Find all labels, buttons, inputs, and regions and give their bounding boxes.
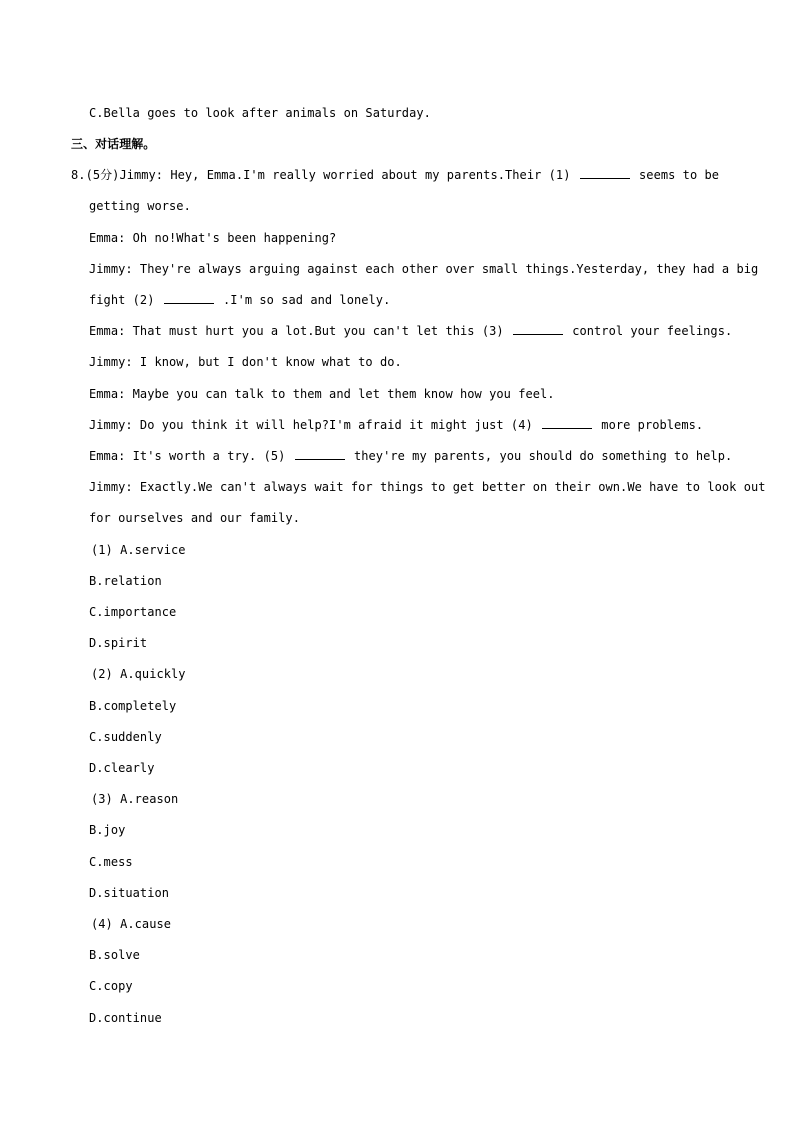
- section-title: 三、对话理解。: [71, 137, 156, 151]
- sub-question-2-option-a[interactable]: [91, 666, 186, 682]
- dialogue-line: [89, 292, 390, 308]
- sub-question-2-option-b[interactable]: B.completely: [89, 699, 177, 713]
- sub-question-label: (2): [91, 667, 113, 681]
- dialogue-line: Jimmy: I know, but I don't know what to do.: [89, 355, 402, 369]
- option-text: A.service: [120, 543, 186, 557]
- dialogue-line: Jimmy: They're always arguing against each other over small things.Yesterday, they had a big: [89, 262, 759, 276]
- sub-question-1-option-d[interactable]: D.spirit: [89, 636, 148, 650]
- dialogue-text: they're my parents, you should do something to help.: [346, 449, 733, 463]
- sub-question-label: (4): [91, 917, 113, 931]
- answer-blank-5[interactable]: [295, 448, 345, 460]
- dialogue-text: Jimmy: Do you think it will help?I'm afraid it might just (4): [89, 418, 541, 432]
- dialogue-line: getting worse.: [89, 199, 191, 213]
- dialogue-line: Emma: Oh no!What's been happening?: [89, 231, 337, 245]
- dialogue-line: [89, 448, 732, 464]
- sub-question-2-option-c[interactable]: C.suddenly: [89, 730, 162, 744]
- dialogue-text: Jimmy: Hey, Emma.I'm really worried about my parents.Their (1): [119, 168, 578, 182]
- dialogue-text: fight (2): [89, 293, 162, 307]
- sub-question-label: (1): [91, 543, 113, 557]
- answer-blank-1[interactable]: [580, 167, 630, 179]
- dialogue-text: Emma: It's worth a try. (5): [89, 449, 293, 463]
- dialogue-line: [89, 323, 732, 339]
- answer-blank-3[interactable]: [513, 323, 563, 335]
- dialogue-line: Emma: Maybe you can talk to them and let them know how you feel.: [89, 387, 555, 401]
- sub-question-2-option-d[interactable]: D.clearly: [89, 761, 155, 775]
- sub-question-1-option-a[interactable]: [91, 542, 186, 558]
- dialogue-text: seems to be: [631, 168, 720, 182]
- option-text: A.cause: [120, 917, 172, 931]
- dialogue-text: .I'm so sad and lonely.: [215, 293, 391, 307]
- answer-blank-4[interactable]: [542, 417, 592, 429]
- sub-question-1-option-c[interactable]: C.importance: [89, 605, 177, 619]
- question-number: 8.: [71, 168, 86, 182]
- option-text: A.reason: [120, 792, 179, 806]
- sub-question-4-option-d[interactable]: D.continue: [89, 1011, 162, 1025]
- sub-question-4-option-b[interactable]: B.solve: [89, 948, 140, 962]
- dialogue-text: Emma: That must hurt you a lot.But you can't let this (3): [89, 324, 511, 338]
- sub-question-3-option-d[interactable]: D.situation: [89, 886, 170, 900]
- dialogue-line: Jimmy: Exactly.We can't always wait for things to get better on their own.We have to look out: [89, 480, 766, 494]
- question-score: (5分): [85, 168, 120, 182]
- sub-question-4-option-a[interactable]: [91, 916, 171, 932]
- option-text: A.quickly: [120, 667, 186, 681]
- dialogue-line: for ourselves and our family.: [89, 511, 300, 525]
- answer-blank-2[interactable]: [164, 292, 214, 304]
- sub-question-3-option-b[interactable]: B.joy: [89, 823, 126, 837]
- sub-question-3-option-c[interactable]: C.mess: [89, 855, 133, 869]
- dialogue-line: [89, 417, 703, 433]
- sub-question-4-option-c[interactable]: C.copy: [89, 979, 133, 993]
- sub-question-3-option-a[interactable]: [91, 791, 178, 807]
- dialogue-text: more problems.: [594, 418, 704, 432]
- sub-question-1-option-b[interactable]: B.relation: [89, 574, 162, 588]
- sub-question-label: (3): [91, 792, 113, 806]
- prev-option-c: C.Bella goes to look after animals on Saturday.: [89, 106, 431, 120]
- question-8-line-1: [71, 167, 719, 183]
- dialogue-text: control your feelings.: [564, 324, 733, 338]
